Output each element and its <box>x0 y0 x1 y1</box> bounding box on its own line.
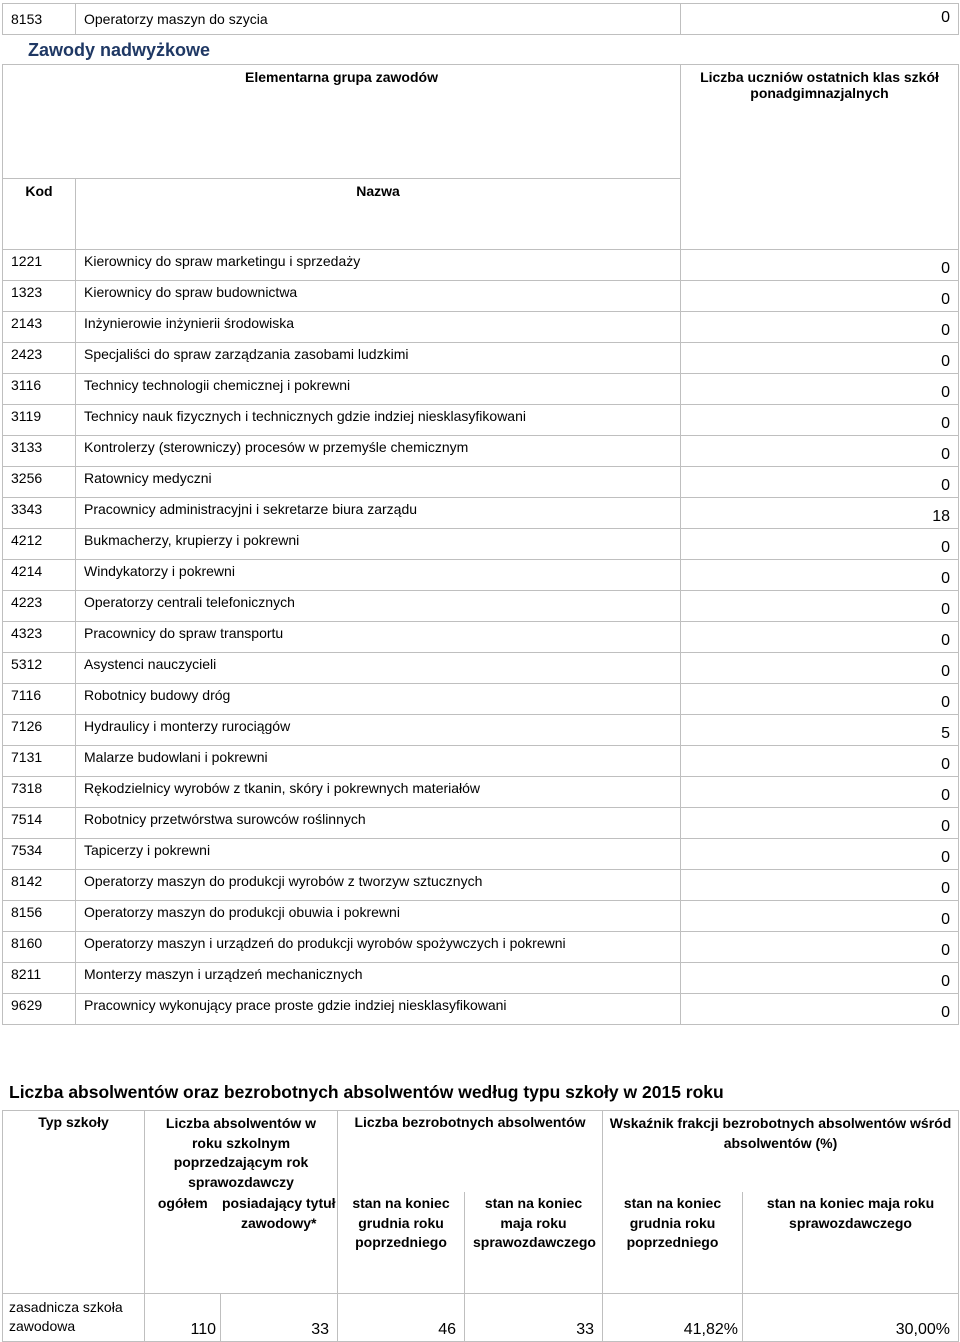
row-name: Rękodzielnicy wyrobów z tkanin, skóry i pokrewnych materiałów <box>76 777 681 808</box>
row-name: Bukmacherzy, krupierzy i pokrewni <box>76 529 681 560</box>
row-value: 0 <box>681 560 959 591</box>
row-value: 0 <box>681 653 959 684</box>
row-value: 0 <box>681 343 959 374</box>
row-value: 18 <box>681 498 959 529</box>
row-name: Pracownicy administracyjni i sekretarze biura zarządu <box>76 498 681 529</box>
row-code: 4214 <box>3 560 76 591</box>
group-header: Elementarna grupa zawodów <box>3 65 681 179</box>
row-value: 0 <box>681 4 959 35</box>
row-value: 0 <box>681 374 959 405</box>
row-name: Tapicerzy i pokrewni <box>76 839 681 870</box>
row-code: 7116 <box>3 684 76 715</box>
row-name: Inżynierowie inżynierii środowiska <box>76 312 681 343</box>
row-value: 0 <box>681 529 959 560</box>
table-row <box>3 343 959 374</box>
table-row <box>3 560 959 591</box>
table-row <box>3 715 959 746</box>
row-code: 3116 <box>3 374 76 405</box>
row-value: 0 <box>681 591 959 622</box>
row-name: Hydraulicy i monterzy rurociągów <box>76 715 681 746</box>
unemp-dec-cell: 46 <box>338 1293 465 1341</box>
row-code: 7534 <box>3 839 76 870</box>
table-row <box>3 250 959 281</box>
title-holders-cell: 33 <box>221 1293 338 1341</box>
row-name: Pracownicy do spraw transportu <box>76 622 681 653</box>
row-value: 0 <box>681 467 959 498</box>
grads-header: Liczba absolwentów w roku szkolnym poprzedzającym rok sprawozdawczy <box>145 1111 338 1193</box>
table-row <box>3 405 959 436</box>
row-value: 0 <box>681 312 959 343</box>
row-code: 3119 <box>3 405 76 436</box>
row-value: 0 <box>681 932 959 963</box>
row-name: Technicy technologii chemicznej i pokrewni <box>76 374 681 405</box>
row-code: 3256 <box>3 467 76 498</box>
row-value: 0 <box>681 684 959 715</box>
school-type-cell: zasadnicza szkoła zawodowa <box>3 1293 145 1341</box>
table-row <box>3 653 959 684</box>
row-value: 0 <box>681 281 959 312</box>
row-code: 1323 <box>3 281 76 312</box>
row-value: 0 <box>681 250 959 281</box>
surplus-table <box>2 64 959 1025</box>
table-row <box>3 436 959 467</box>
row-value: 0 <box>681 808 959 839</box>
row-name: Pracownicy wykonujący prace proste gdzie indziej niesklasyfikowani <box>76 994 681 1025</box>
table-row <box>3 901 959 932</box>
row-name: Specjaliści do spraw zarządzania zasobami ludzkimi <box>76 343 681 374</box>
row-value: 0 <box>681 405 959 436</box>
row-code: 7514 <box>3 808 76 839</box>
row-code: 3133 <box>3 436 76 467</box>
row-code: 9629 <box>3 994 76 1025</box>
graduates-title: Liczba absolwentów oraz bezrobotnych absolwentów według typu szkoły w 2015 roku <box>9 1082 724 1102</box>
table-row <box>3 994 959 1025</box>
row-value: 0 <box>681 777 959 808</box>
sub-ratio-may-header: stan na koniec maja roku sprawozdawczego <box>743 1192 959 1293</box>
row-name: Robotnicy budowy dróg <box>76 684 681 715</box>
row-code: 4323 <box>3 622 76 653</box>
table-row <box>3 777 959 808</box>
row-code: 3343 <box>3 498 76 529</box>
row-name: Asystenci nauczycieli <box>76 653 681 684</box>
total-cell: 110 <box>145 1293 221 1341</box>
row-code: 7318 <box>3 777 76 808</box>
table-row <box>3 591 959 622</box>
table-row <box>3 932 959 963</box>
row-code: 1221 <box>3 250 76 281</box>
row-code: 7131 <box>3 746 76 777</box>
sub-title-holders-header: posiadający tytuł zawodowy* <box>221 1192 338 1293</box>
row-code: 4223 <box>3 591 76 622</box>
table-row <box>3 746 959 777</box>
table-row <box>3 622 959 653</box>
surplus-title: Zawody nadwyżkowe <box>28 40 211 60</box>
table-row <box>3 963 959 994</box>
surplus-rows <box>3 250 959 1025</box>
count-header-line2: ponadgimnazjalnych <box>750 85 889 101</box>
row-value: 0 <box>681 870 959 901</box>
sub-total-header: ogółem <box>145 1192 221 1293</box>
table-row <box>3 684 959 715</box>
count-header-line1: Liczba uczniów ostatnich klas szkół <box>700 69 939 85</box>
row-name: Windykatorzy i pokrewni <box>76 560 681 591</box>
row-code: 4212 <box>3 529 76 560</box>
ratio-may-cell: 30,00% <box>743 1293 959 1341</box>
row-name: Kontrolerzy (sterowniczy) procesów w przemyśle chemicznym <box>76 436 681 467</box>
row-name: Operatorzy maszyn do szycia <box>76 4 681 35</box>
table-row <box>3 529 959 560</box>
graduates-table <box>2 1110 959 1342</box>
row-value: 0 <box>681 622 959 653</box>
row-code: 8156 <box>3 901 76 932</box>
row-code: 8160 <box>3 932 76 963</box>
row-code: 8142 <box>3 870 76 901</box>
table-row <box>3 281 959 312</box>
row-value: 0 <box>681 963 959 994</box>
row-name: Robotnicy przetwórstwa surowców roślinnych <box>76 808 681 839</box>
table-row <box>3 839 959 870</box>
sub-unemp-may-header: stan na koniec maja roku sprawozdawczego <box>465 1192 603 1293</box>
row-name: Kierownicy do spraw budownictwa <box>76 281 681 312</box>
top-row-table <box>2 3 959 35</box>
row-name: Operatorzy centrali telefonicznych <box>76 591 681 622</box>
row-value: 0 <box>681 994 959 1025</box>
row-code: 7126 <box>3 715 76 746</box>
unemp-may-cell: 33 <box>465 1293 603 1341</box>
row-name: Operatorzy maszyn i urządzeń do produkcji wyrobów spożywczych i pokrewni <box>76 932 681 963</box>
count-header <box>681 65 959 250</box>
table-row <box>3 498 959 529</box>
table-row <box>3 312 959 343</box>
code-header: Kod <box>3 179 76 250</box>
row-name: Operatorzy maszyn do produkcji obuwia i pokrewni <box>76 901 681 932</box>
row-name: Operatorzy maszyn do produkcji wyrobów z tworzyw sztucznych <box>76 870 681 901</box>
name-header: Nazwa <box>76 179 681 250</box>
row-value: 0 <box>681 901 959 932</box>
row-code: 8153 <box>3 4 76 35</box>
row-name: Monterzy maszyn i urządzeń mechanicznych <box>76 963 681 994</box>
row-name: Ratownicy medyczni <box>76 467 681 498</box>
ratio-dec-cell: 41,82% <box>603 1293 743 1341</box>
table-row <box>3 467 959 498</box>
sub-unemp-dec-header: stan na koniec grudnia roku poprzedniego <box>338 1192 465 1293</box>
row-value: 0 <box>681 839 959 870</box>
row-code: 5312 <box>3 653 76 684</box>
sub-ratio-dec-header: stan na koniec grudnia roku poprzedniego <box>603 1192 743 1293</box>
table-row <box>3 870 959 901</box>
row-value: 0 <box>681 436 959 467</box>
row-name: Malarze budowlani i pokrewni <box>76 746 681 777</box>
row-name: Technicy nauk fizycznych i technicznych gdzie indziej niesklasyfikowani <box>76 405 681 436</box>
school-type-header: Typ szkoły <box>3 1111 145 1294</box>
ratio-header: Wskaźnik frakcji bezrobotnych absolwentów wśród absolwentów (%) <box>603 1111 959 1193</box>
table-row <box>3 374 959 405</box>
row-code: 8211 <box>3 963 76 994</box>
row-code: 2143 <box>3 312 76 343</box>
unemployed-header: Liczba bezrobotnych absolwentów <box>338 1111 603 1193</box>
table-row <box>3 808 959 839</box>
row-code: 2423 <box>3 343 76 374</box>
row-name: Kierownicy do spraw marketingu i sprzedaży <box>76 250 681 281</box>
row-value: 0 <box>681 746 959 777</box>
row-value: 5 <box>681 715 959 746</box>
